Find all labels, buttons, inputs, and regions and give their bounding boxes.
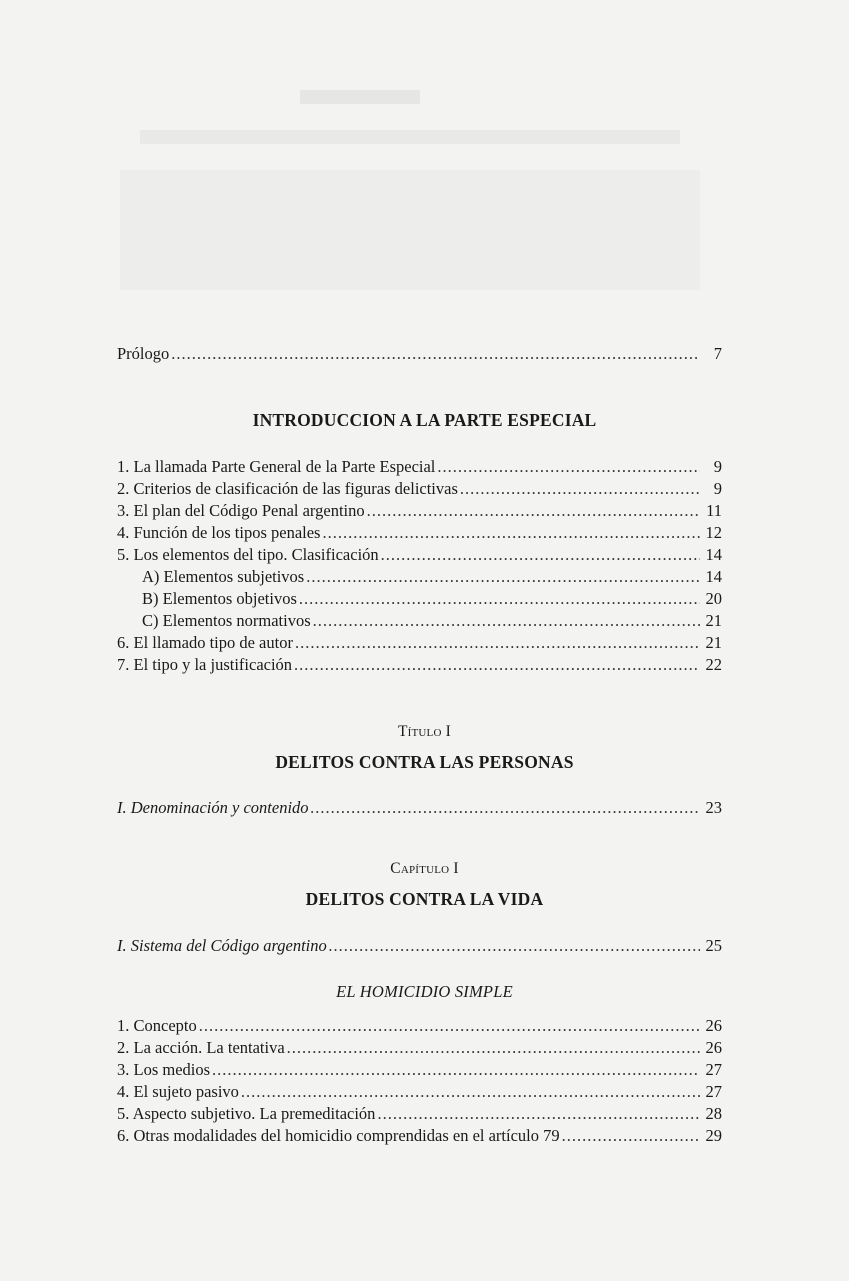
toc-entry-denominacion[interactable]: I. Denominación y contenido ..... 23: [117, 797, 722, 819]
toc-entry[interactable]: 2. Criterios de clasificación de las figuras delictivas ..... 9: [117, 478, 722, 500]
toc-subentry[interactable]: B) Elementos objetivos ..... 20: [142, 588, 722, 610]
dot-leader: [311, 797, 700, 819]
toc-entry[interactable]: 5. Los elementos del tipo. Clasificación ..... 14: [117, 544, 722, 566]
dot-leader: [377, 1103, 700, 1125]
dot-leader: [241, 1081, 700, 1103]
toc-entry-sistema[interactable]: I. Sistema del Código argentino ..... 25: [117, 935, 722, 957]
capitulo-label: Capítulo I: [390, 860, 459, 877]
dot-leader: [322, 522, 700, 544]
dot-leader: [171, 343, 700, 365]
bleed-through-shadow: [140, 130, 680, 144]
section-heading-introduccion: INTRODUCCION A LA PARTE ESPECIAL: [252, 410, 597, 430]
dot-leader: [562, 1125, 700, 1147]
capitulo-heading: DELITOS CONTRA LA VIDA: [305, 889, 544, 909]
dot-leader: [212, 1059, 700, 1081]
dot-leader: [299, 588, 700, 610]
dot-leader: [460, 478, 700, 500]
toc-entry[interactable]: 4. Función de los tipos penales ..... 12: [117, 522, 722, 544]
toc-entry[interactable]: 5. Aspecto subjetivo. La premeditación ..... 28: [117, 1103, 722, 1125]
dot-leader: [295, 632, 700, 654]
toc-entry[interactable]: 2. La acción. La tentativa ..... 26: [117, 1037, 722, 1059]
toc-entry[interactable]: 3. Los medios ..... 27: [117, 1059, 722, 1081]
dot-leader: [329, 935, 700, 957]
toc-entry-prologo[interactable]: Prólogo ..... 7: [117, 343, 722, 365]
toc-subentry[interactable]: C) Elementos normativos ..... 21: [142, 610, 722, 632]
bleed-through-shadow: [120, 170, 700, 290]
toc-entry[interactable]: 3. El plan del Código Penal argentino ..... 11: [117, 500, 722, 522]
dot-leader: [199, 1015, 700, 1037]
titulo-heading: DELITOS CONTRA LAS PERSONAS: [275, 752, 574, 772]
dot-leader: [294, 654, 700, 676]
toc-entry[interactable]: 1. La llamada Parte General de la Parte Especial ..... 9: [117, 456, 722, 478]
dot-leader: [313, 610, 700, 632]
toc-entry[interactable]: 6. El llamado tipo de autor ..... 21: [117, 632, 722, 654]
toc-entry[interactable]: 7. El tipo y la justificación ..... 22: [117, 654, 722, 676]
toc-entry[interactable]: 1. Concepto ..... 26: [117, 1015, 722, 1037]
dot-leader: [381, 544, 700, 566]
dot-leader: [287, 1037, 700, 1059]
homicidio-heading: EL HOMICIDIO SIMPLE: [336, 982, 513, 1001]
dot-leader: [437, 456, 700, 478]
toc-entry[interactable]: 6. Otras modalidades del homicidio comprendidas en el artículo 79 ..... 29: [117, 1125, 722, 1147]
toc-entry[interactable]: 4. El sujeto pasivo ..... 27: [117, 1081, 722, 1103]
toc-subentry[interactable]: A) Elementos subjetivos ..... 14: [142, 566, 722, 588]
dot-leader: [306, 566, 700, 588]
titulo-label: Título I: [397, 723, 452, 740]
dot-leader: [367, 500, 700, 522]
bleed-through-shadow: [300, 90, 420, 104]
